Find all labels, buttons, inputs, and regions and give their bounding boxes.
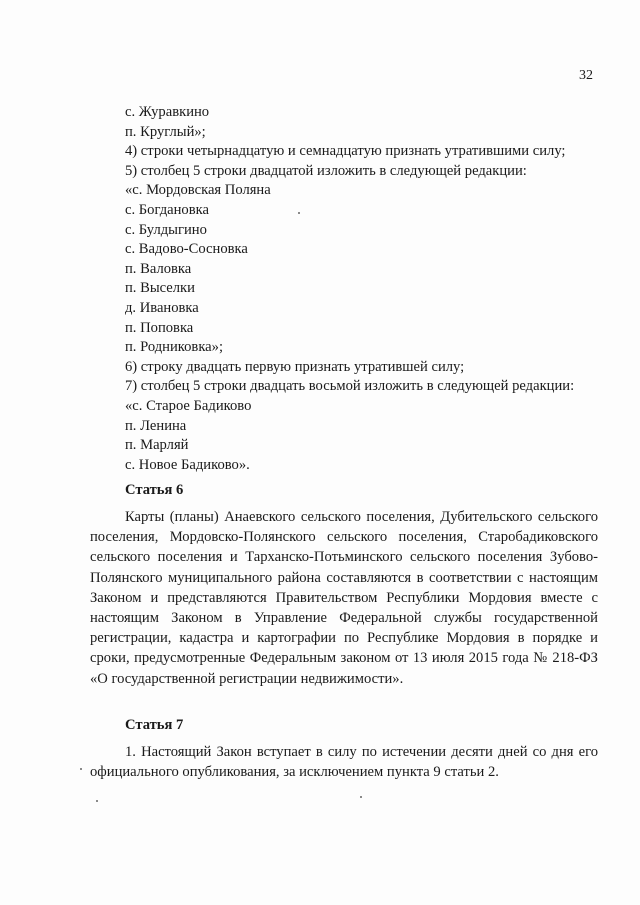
page-number: 32 bbox=[579, 68, 593, 83]
list-line: п. Выселки bbox=[125, 280, 195, 297]
article-6-heading: Статья 6 bbox=[125, 482, 184, 498]
list-line: с. Новое Бадиково». bbox=[125, 456, 250, 473]
list-line: с. Вадово-Сосновка bbox=[125, 241, 248, 258]
list-line: п. Родниковка»; bbox=[125, 339, 224, 356]
list-line: п. Валовка bbox=[125, 260, 192, 277]
article-6-paragraph bbox=[90, 507, 598, 689]
list-line: п. Марляй bbox=[125, 437, 189, 454]
article-7-heading: Статья 7 bbox=[125, 717, 184, 733]
list-line: 7) столбец 5 строки двадцать восьмой изложить в следующей редакции: bbox=[125, 378, 575, 395]
list-line: п. Ленина bbox=[125, 417, 187, 434]
list-line: д. Ивановка bbox=[125, 299, 199, 316]
list-line: с. Богдановка bbox=[125, 201, 209, 218]
scan-speck bbox=[360, 796, 362, 798]
article-7-text: 1. Настоящий Закон вступает в силу по истечении десяти дней со дня его официального опубликования, за исключением пункта 9 статьи 2. bbox=[90, 744, 598, 781]
scan-speck bbox=[298, 212, 300, 214]
list-line: п. Круглый»; bbox=[125, 123, 206, 140]
list-line: 5) столбец 5 строки двадцатой изложить в следующей редакции: bbox=[125, 162, 527, 179]
list-line: «с. Мордовская Поляна bbox=[125, 182, 271, 199]
article-6-text: Карты (планы) Анаевского сельского поселения, Дубительского сельского поселения, Мордовско-Полянского сельского поселения, Старобадиковского сельского поселения и Тарханско-Потьминского сельского поселения Зубово-Полянского муниципального района составляются в соответствии с настоящим Законом и представляются Правительством Республики Мордовия вместе с настоящим Законом в Управление Федеральной службы государственной регистрации, кадастра и картографии по Республике Мордовия в порядке и сроки, предусмотренные Федеральным законом от 13 июля 2015 года № 218-ФЗ «О государственной регистрации недвижимости». bbox=[90, 509, 598, 687]
article-7-paragraph bbox=[90, 742, 598, 782]
list-line: с. Булдыгино bbox=[125, 221, 207, 238]
scan-speck bbox=[80, 768, 82, 770]
scan-speck bbox=[96, 800, 98, 802]
amendment-list bbox=[125, 103, 595, 475]
list-line: с. Журавкино bbox=[125, 104, 210, 120]
list-line: п. Поповка bbox=[125, 319, 194, 336]
list-line: 6) строку двадцать первую признать утратившей силу; bbox=[125, 358, 465, 375]
list-line: «с. Старое Бадиково bbox=[125, 397, 252, 414]
list-line: 4) строки четырнадцатую и семнадцатую признать утратившими силу; bbox=[125, 143, 566, 160]
